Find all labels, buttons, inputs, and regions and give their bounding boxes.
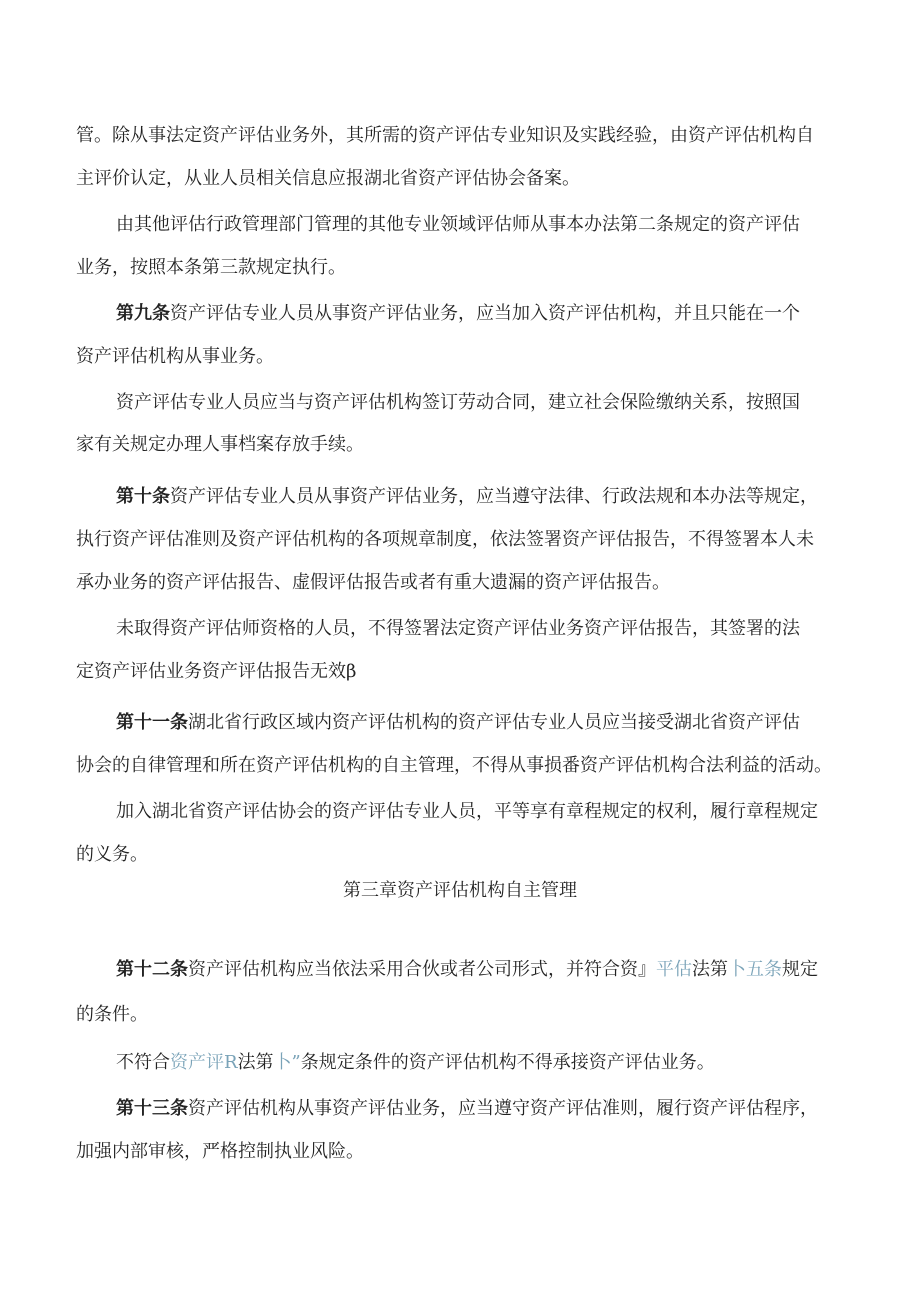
article-10-label: 第十条 (116, 486, 170, 507)
article-11-text: 湖北省行政区域内资产评估机构的资产评估专业人员应当接受湖北省资产评估 (188, 712, 800, 733)
article-11-label: 第十一条 (116, 712, 188, 733)
article-13-text: 资产评估机构从事资产评估业务，应当遵守资产评估准则，履行资产评估程序， (188, 1098, 818, 1119)
article-12-text-e: 卜五条 (728, 959, 782, 980)
paragraph-13-text-b: 资产评R (170, 1052, 238, 1073)
article-12-text-d: 法第 (692, 959, 728, 980)
article-11-line-2: 协会的自律管理和所在资产评估机构的自主管理，不得从事损番资产评估机构合法利益的活动。 (76, 755, 832, 776)
article-9-text: 资产评估专业人员从事资产评估业务，应当加入资产评估机构，并且只能在一个 (170, 303, 800, 324)
article-9-line-1 (116, 302, 800, 326)
paragraph-2-line-1: 由其他评估行政管理部门管理的其他专业领域评估师从事本办法第二条规定的资产评估 (116, 214, 800, 235)
paragraph-2-line-2: 业务，按照本条第三款规定执行。 (76, 257, 346, 278)
article-10-line-3: 承办业务的资产评估报告、虚假评估报告或者有重大遗漏的资产评估报告。 (76, 572, 670, 593)
paragraph-8-line-1: 加入湖北省资产评估协会的资产评估专业人员，平等享有章程规定的权利，履行章程规定 (116, 801, 818, 822)
article-12-line-1 (116, 958, 818, 982)
paragraph-13-text-e: 条规定条件的资产评估机构不得承接资产评估业务。 (300, 1052, 715, 1073)
article-12-label: 第十二条 (116, 959, 188, 980)
article-13-line-2: 加强内部审核，严格控制执业风险。 (76, 1141, 364, 1162)
article-13-label: 第十三条 (116, 1098, 188, 1119)
article-12-text-f: 规定 (782, 959, 818, 980)
paragraph-13-line-1 (116, 1051, 715, 1075)
paragraph-6-line-1: 未取得资产评估师资格的人员，不得签署法定资产评估业务资产评估报告，其签署的法 (116, 618, 800, 639)
article-9-line-2: 资产评估机构从事业务。 (76, 346, 274, 367)
paragraph-13-text-c: 法第 (237, 1052, 274, 1073)
article-12-text-b: 』 (638, 959, 656, 980)
article-10-line-2: 执行资产评估准则及资产评估机构的各项规章制度，依法签署资产评估报告，不得签署本人未 (76, 529, 814, 550)
paragraph-1-line-2: 主评价认定，从业人员相关信息应报湖北省资产评估协会备案。 (76, 168, 580, 189)
chapter-heading: 第三章资产评估机构自主管理 (343, 880, 577, 901)
article-10-text: 资产评估专业人员从事资产评估业务，应当遵守法律、行政法规和本办法等规定， (170, 486, 818, 507)
article-12-line-2: 的条件。 (76, 1004, 148, 1025)
article-11-line-1 (116, 711, 800, 735)
article-12-text-a: 资产评估机构应当依法采用合伙或者公司形式，并符合资 (188, 959, 638, 980)
paragraph-13-text-d: 卜” (273, 1052, 301, 1073)
article-10-line-1 (116, 485, 818, 509)
article-12-text-c: 平估 (656, 959, 692, 980)
paragraph-13-text-a: 不符合 (116, 1052, 170, 1073)
paragraph-1-line-1: 管。除从事法定资产评估业务外，其所需的资产评估专业知识及实践经验，由资产评估机构自 (76, 125, 814, 146)
article-13-line-1 (116, 1097, 818, 1121)
paragraph-8-line-2: 的义务。 (76, 844, 148, 865)
article-9-label: 第九条 (116, 303, 170, 324)
paragraph-4-line-1: 资产评估专业人员应当与资产评估机构签订劳动合同，建立社会保险缴纳关系，按照国 (116, 392, 800, 413)
paragraph-4-line-2: 家有关规定办理人事档案存放手续。 (76, 434, 364, 455)
paragraph-6-line-2: 定资产评估业务资产评估报告无效β (76, 661, 357, 682)
